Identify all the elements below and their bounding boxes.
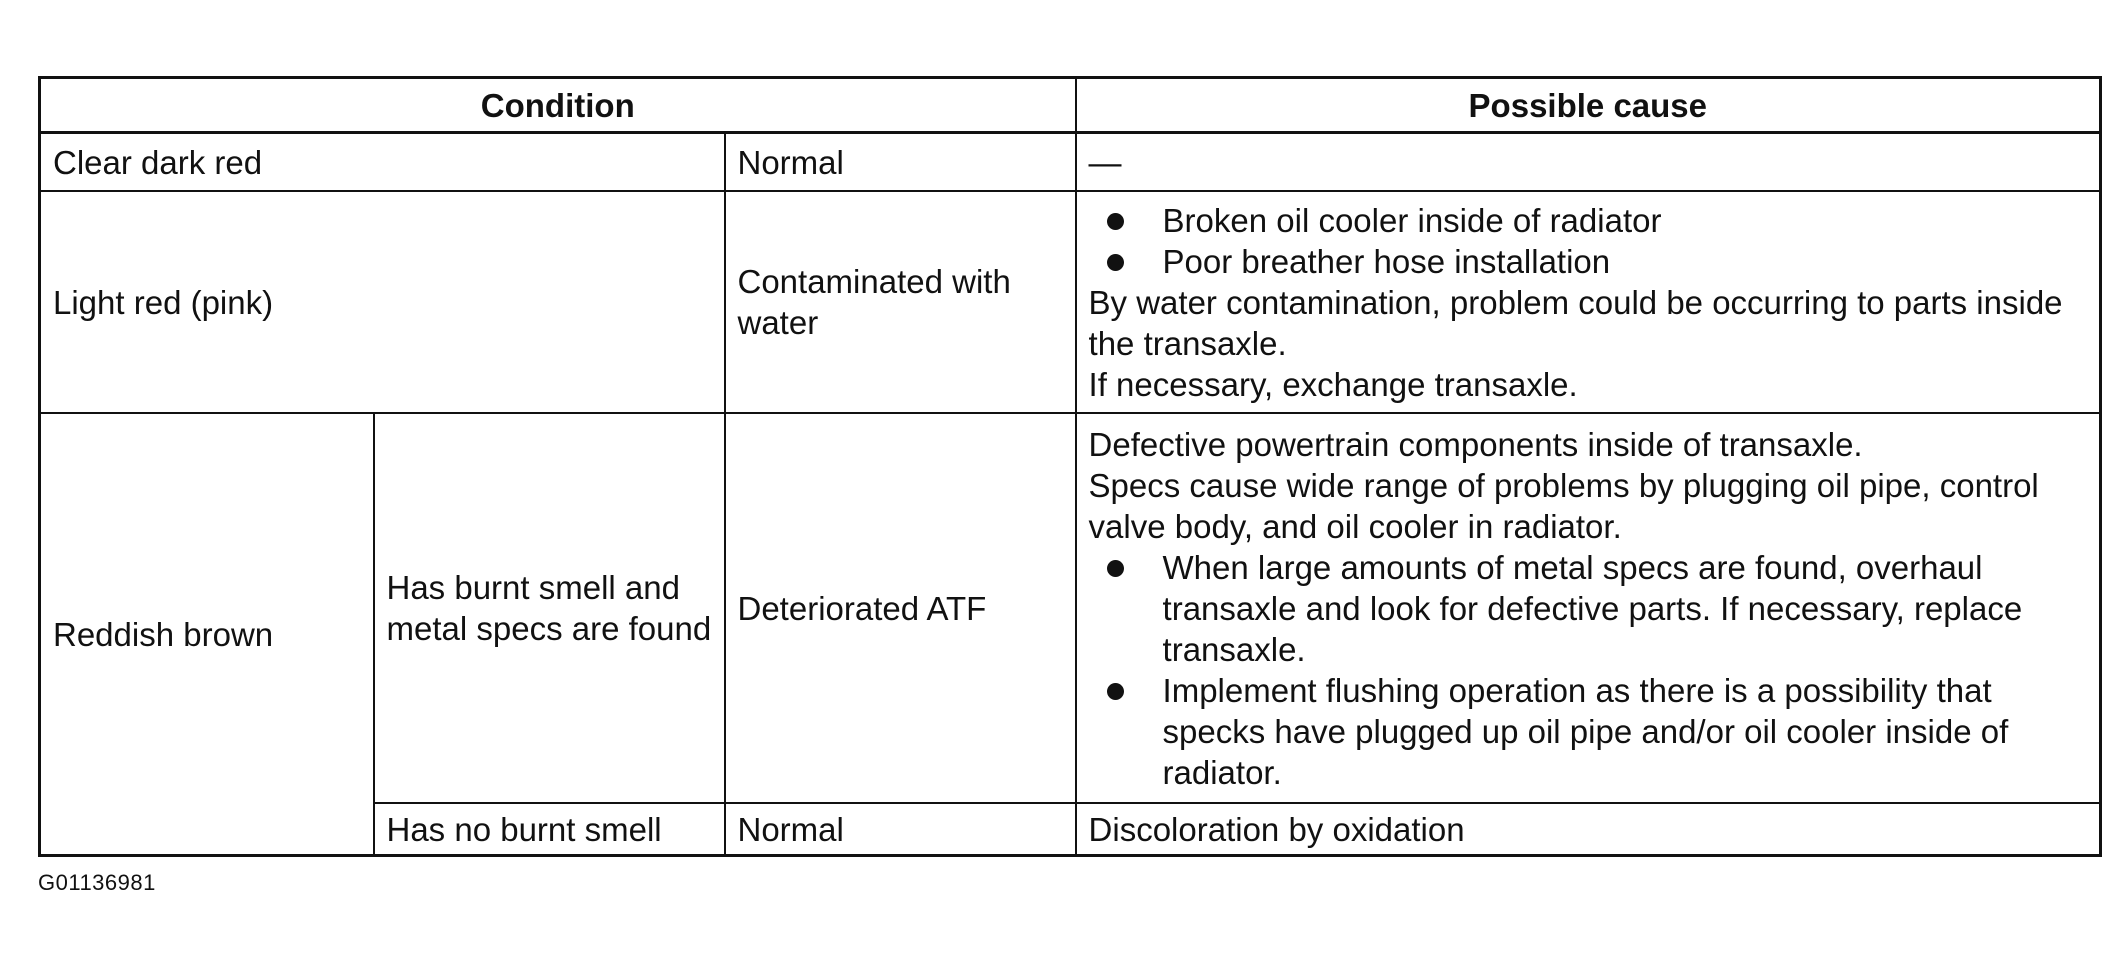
table-row bbox=[40, 413, 2101, 803]
condition-status-cell: Normal bbox=[725, 133, 1076, 192]
header-possible-cause: Possible cause bbox=[1076, 78, 2101, 133]
possible-cause-cell bbox=[1076, 413, 2101, 803]
possible-cause-cell bbox=[1076, 191, 2101, 413]
cause-text-line: Defective powertrain components inside of transaxle. bbox=[1088, 425, 1863, 463]
cause-text-line: If necessary, exchange transaxle. bbox=[1088, 365, 1578, 403]
figure-code: G01136981 bbox=[38, 870, 156, 895]
table-header-row bbox=[40, 78, 2101, 133]
table-row bbox=[40, 133, 2101, 192]
cause-text-line: Specs cause wide range of problems by plugging oil pipe, control valve body, and oil cooler in radiator. bbox=[1088, 466, 2039, 545]
condition-status-cell: Normal bbox=[725, 803, 1076, 856]
condition-color-cell: Reddish brown bbox=[40, 413, 374, 856]
atf-condition-table bbox=[38, 76, 2102, 857]
possible-cause-cell: Discoloration by oxidation bbox=[1076, 803, 2101, 856]
cause-bullet-item: When large amounts of metal specs are found, overhaul transaxle and look for defective parts. If necessary, replace transaxle. bbox=[1105, 547, 2088, 670]
condition-status-cell: Deteriorated ATF bbox=[725, 413, 1076, 803]
cause-bullet-list bbox=[1089, 200, 2088, 282]
condition-color-cell: Clear dark red bbox=[40, 133, 725, 192]
condition-smell-cell: Has no burnt smell bbox=[374, 803, 725, 856]
table-row bbox=[40, 191, 2101, 413]
cause-bullet-item: Poor breather hose installation bbox=[1105, 241, 2088, 282]
cause-bullet-item: Broken oil cooler inside of radiator bbox=[1105, 200, 2088, 241]
cause-bullet-item: Implement flushing operation as there is a possibility that specks have plugged up oil pipe and/or oil cooler inside of radiator. bbox=[1105, 670, 2088, 793]
header-condition: Condition bbox=[40, 78, 1076, 133]
condition-color-cell: Light red (pink) bbox=[40, 191, 725, 413]
condition-smell-cell: Has burnt smell and metal specs are found bbox=[374, 413, 725, 803]
cause-bullet-list bbox=[1089, 547, 2088, 793]
cause-text-line: By water contamination, problem could be occurring to parts inside the transaxle. bbox=[1088, 283, 2063, 362]
condition-status-cell: Contaminated with water bbox=[725, 191, 1076, 413]
possible-cause-cell: — bbox=[1076, 133, 2101, 192]
